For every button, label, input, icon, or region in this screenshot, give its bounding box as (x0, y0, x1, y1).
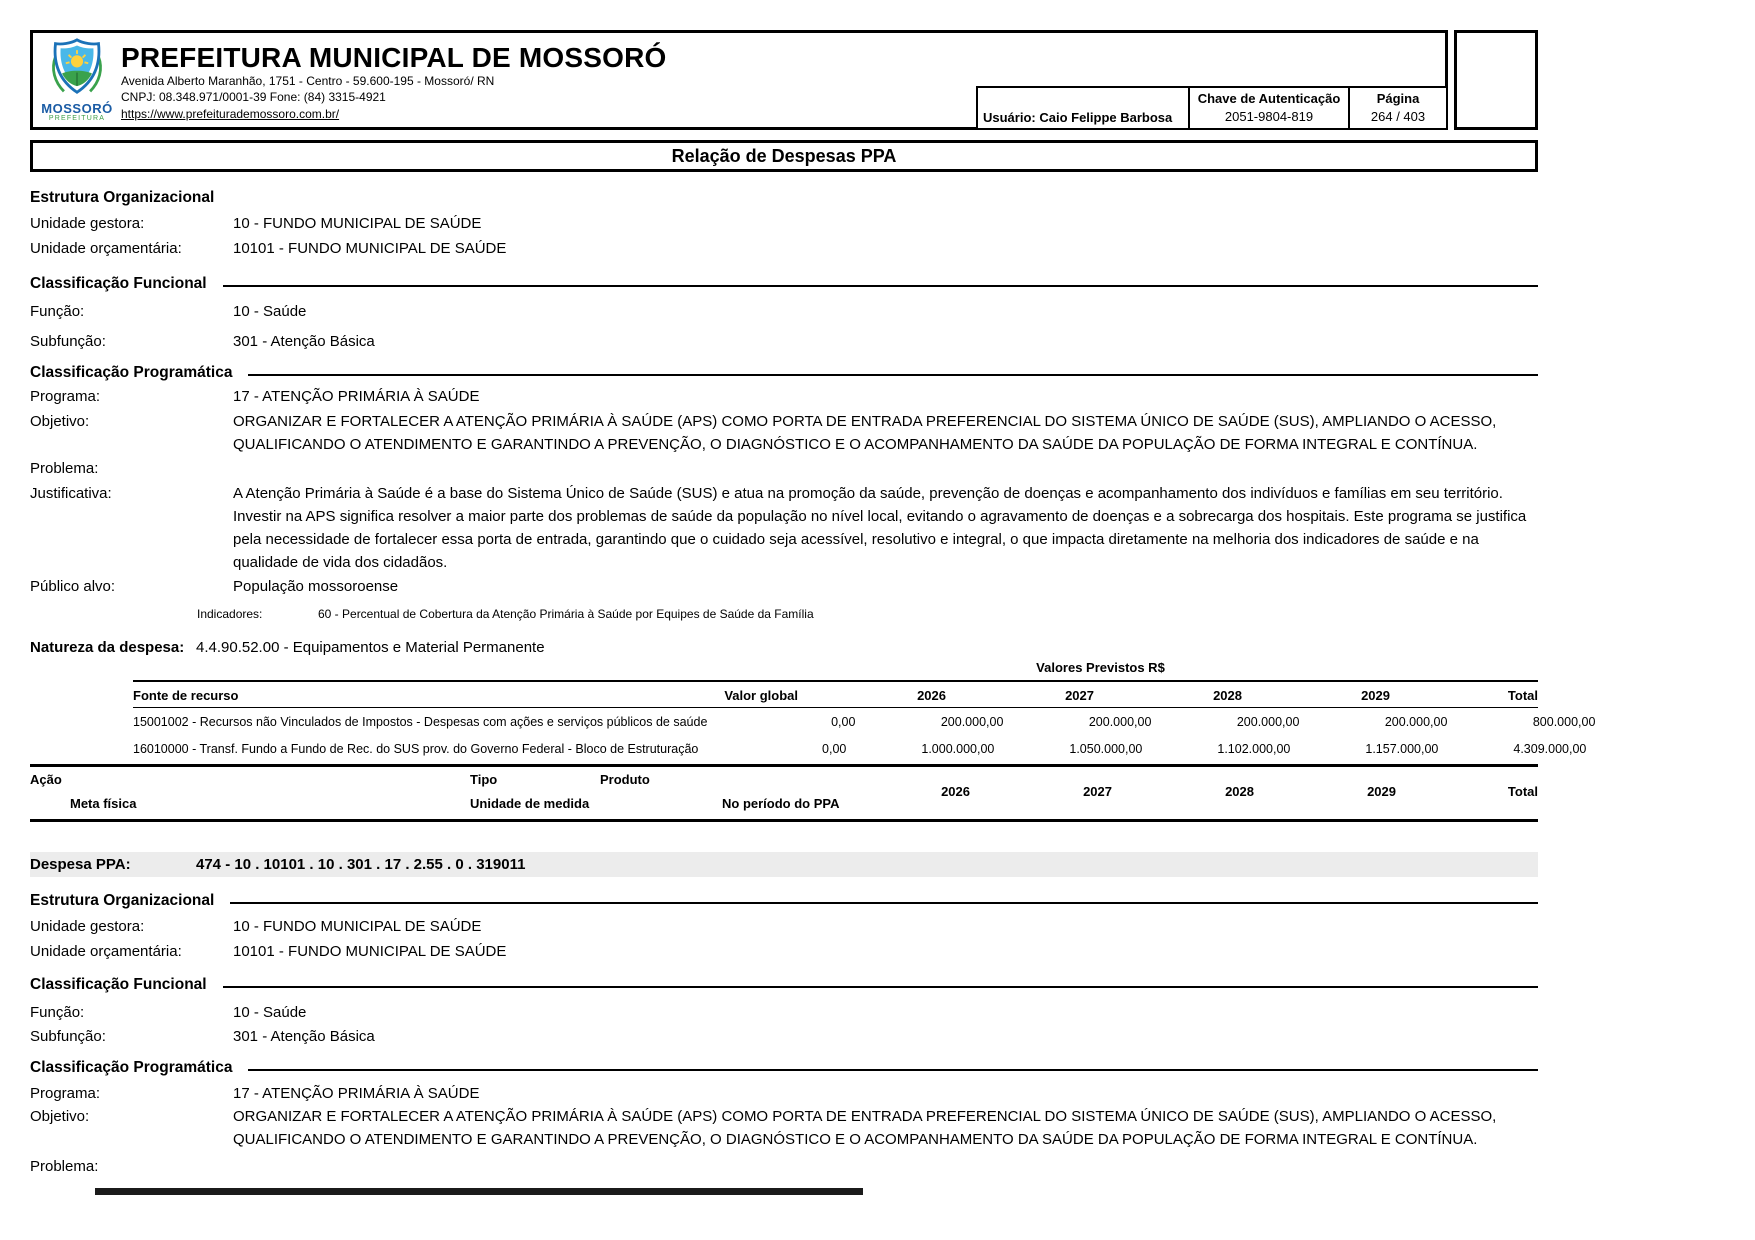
section-heading-classificacao-funcional-1 (30, 274, 1538, 294)
field-subfuncao-1 (30, 330, 1538, 353)
cell-2027: 1.050.000,00 (1069, 742, 1143, 756)
field-programa-2 (30, 1082, 1538, 1105)
section-heading-label: Classificação Programática (30, 364, 233, 381)
field-label: Unidade gestora: (30, 215, 145, 232)
field-value: 60 - Percentual de Cobertura da Atenção Primária à Saúde por Equipes de Saúde da Família (318, 607, 814, 621)
logo-text-prefeitura: PREFEITURA (48, 115, 106, 122)
field-value: População mossoroense (233, 578, 399, 595)
field-natureza-despesa (30, 638, 1538, 658)
field-programa-1 (30, 385, 1538, 408)
table-header-row (133, 680, 1538, 708)
header-empty-box (1454, 30, 1538, 130)
cell-2028: 1.102.000,00 (1217, 742, 1291, 756)
section-heading-label: Estrutura Organizacional (30, 189, 215, 206)
user-name: Usuário: Caio Felippe Barbosa (983, 110, 1173, 125)
page-number-cell (1348, 86, 1446, 128)
field-value: 10 - Saúde (233, 1004, 307, 1021)
field-value: ORGANIZAR E FORTALECER A ATENÇÃO PRIMÁRIA À SAÚDE (APS) COMO PORTA DE ENTRADA PREFERENCIAL DO SISTEMA ÚNICO DE SAÚDE (SUS), AMPLIANDO O ACESSO, QUALIFICANDO O ATENDIMENTO E GARANTINDO A PREVENÇÃO, O DIAGNÓSTICO E O ACOMPANHAMENTO DA SAÚDE DA POPULAÇÃO DE FORMA INTEGRAL E CONTÍNUA. (233, 413, 1497, 453)
field-label: Programa: (30, 388, 101, 405)
user-cell (976, 86, 1188, 128)
field-value: 301 - Atenção Básica (233, 1028, 375, 1045)
field-justificativa-1 (30, 482, 1538, 574)
field-value: 17 - ATENÇÃO PRIMÁRIA À SAÚDE (233, 1085, 480, 1102)
cell-valor-global: 0,00 (831, 715, 856, 729)
field-value (233, 1155, 1538, 1178)
heading-rule (223, 986, 1538, 988)
field-value: 17 - ATENÇÃO PRIMÁRIA À SAÚDE (233, 388, 480, 405)
cell-fonte: 16010000 - Transf. Fundo a Fundo de Rec. do SUS prov. do Governo Federal - Bloco de Estruturação (133, 742, 699, 756)
field-value: 10101 - FUNDO MUNICIPAL DE SAÚDE (233, 943, 507, 960)
field-label: Função: (30, 303, 85, 320)
cell-fonte: 15001002 - Recursos não Vinculados de Impostos - Despesas com ações e serviços públicos de saúde (133, 715, 708, 729)
section-heading-label: Classificação Funcional (30, 976, 207, 993)
field-label: Objetivo: (30, 413, 90, 430)
field-value: 10 - Saúde (233, 303, 307, 320)
field-value: ORGANIZAR E FORTALECER A ATENÇÃO PRIMÁRIA À SAÚDE (APS) COMO PORTA DE ENTRADA PREFERENCIAL DO SISTEMA ÚNICO DE SAÚDE (SUS), AMPLIANDO O ACESSO, QUALIFICANDO O ATENDIMENTO E GARANTINDO A PREVENÇÃO, O DIAGNÓSTICO E O ACOMPANHAMENTO DA SAÚDE DA POPULAÇÃO DE FORMA INTEGRAL E CONTÍNUA. (233, 1108, 1497, 1148)
city-coat-of-arms (33, 33, 121, 127)
col-no-periodo-do-ppa: No período do PPA (722, 796, 840, 811)
auth-key-label: Chave de Autenticação (1197, 91, 1341, 106)
acao-header-table (30, 764, 1538, 822)
next-page-table-edge (95, 1188, 863, 1195)
document-header (30, 30, 1448, 130)
heading-rule (248, 374, 1538, 376)
col-produto: Produto (600, 772, 650, 787)
field-publico-alvo-1 (30, 575, 1538, 598)
field-label: Unidade orçamentária: (30, 240, 182, 257)
section-heading-classificacao-programatica-1 (30, 363, 1538, 383)
field-objetivo-2 (30, 1105, 1538, 1151)
field-unidade-gestora-1 (30, 212, 1538, 235)
col-2026: 2026 (941, 784, 970, 799)
cell-2029: 1.157.000,00 (1365, 742, 1439, 756)
report-document (30, 30, 1596, 1178)
cell-2028: 200.000,00 (1236, 715, 1300, 729)
field-value: A Atenção Primária à Saúde é a base do Sistema Único de Saúde (SUS) e atua na promoção da saúde, prevenção de doenças e acompanhamento dos indivíduos e famílias em seu território. Investir na APS significa resolver a maior parte dos problemas de saúde da população no nível local, evitando o agravamento de doenças e a sobrecarga dos hospitais. Este programa se justifica pela necessidade de fortalecer essa porta de entrada, garantindo que o cuidado seja acessível, resolutivo e integral, o que impacta diretamente na melhoria dos indicadores de saúde e na qualidade de vida dos cidadãos. (233, 485, 1527, 571)
field-label: Problema: (30, 460, 99, 477)
report-title: Relação de Despesas PPA (671, 145, 897, 166)
col-unidade-de-medida: Unidade de medida (470, 796, 590, 811)
logo-text-mossoro: MOSSORÓ (41, 101, 113, 116)
field-value: 10 - FUNDO MUNICIPAL DE SAÚDE (233, 215, 482, 232)
col-meta-fisica: Meta física (70, 796, 137, 811)
field-label: Função: (30, 1004, 85, 1021)
col-total: Total (1507, 784, 1538, 799)
field-label: Unidade gestora: (30, 918, 145, 935)
col-total: Total (1507, 688, 1538, 703)
header-meta-cells (976, 86, 1446, 128)
field-unidade-orcamentaria-2 (30, 940, 1538, 963)
org-address: Avenida Alberto Maranhão, 1751 - Centro - 59.600-195 - Mossoró/ RN (121, 74, 495, 88)
section-heading-estrutura-organizacional-2 (30, 891, 1538, 911)
cell-valor-global: 0,00 (822, 742, 847, 756)
col-2029: 2029 (1361, 688, 1390, 703)
field-subfuncao-2 (30, 1025, 1538, 1048)
report-title-bar (30, 140, 1538, 172)
section-heading-label: Classificação Funcional (30, 275, 207, 292)
field-problema-1 (30, 457, 1538, 480)
col-2028: 2028 (1213, 688, 1242, 703)
table-caption: Valores Previstos R$ (1036, 660, 1165, 675)
col-2028: 2028 (1225, 784, 1254, 799)
page-label: Página (1376, 91, 1420, 106)
col-tipo: Tipo (470, 772, 498, 787)
col-2027: 2027 (1065, 688, 1094, 703)
field-label: Público alvo: (30, 578, 116, 595)
field-funcao-1 (30, 300, 1538, 323)
mossoro-crest-icon (49, 38, 105, 96)
cell-2026: 1.000.000,00 (921, 742, 995, 756)
section-heading-label: Classificação Programática (30, 1059, 233, 1076)
field-problema-2 (30, 1155, 1538, 1178)
field-label: Unidade orçamentária: (30, 943, 182, 960)
org-identification (121, 33, 667, 127)
field-label: Programa: (30, 1085, 101, 1102)
field-label: Justificativa: (30, 485, 112, 502)
cell-2026: 200.000,00 (940, 715, 1004, 729)
field-indicadores (197, 607, 1538, 622)
col-fonte-de-recurso: Fonte de recurso (133, 688, 239, 703)
despesa-label: Despesa PPA: (30, 856, 131, 873)
document-header-row (30, 30, 1538, 130)
section-heading-classificacao-funcional-2 (30, 975, 1538, 995)
field-value (233, 457, 1538, 480)
col-valor-global: Valor global (724, 688, 798, 703)
page-value: 264 / 403 (1370, 109, 1426, 124)
field-value: 10 - FUNDO MUNICIPAL DE SAÚDE (233, 918, 482, 935)
field-label: Subfunção: (30, 333, 106, 350)
section-heading-classificacao-programatica-2 (30, 1058, 1538, 1078)
table-row (133, 735, 1587, 762)
col-2029: 2029 (1367, 784, 1396, 799)
col-2027: 2027 (1083, 784, 1112, 799)
col-2026: 2026 (917, 688, 946, 703)
heading-rule (223, 285, 1538, 287)
cell-total: 800.000,00 (1532, 715, 1596, 729)
field-objetivo-1 (30, 410, 1538, 456)
heading-rule (248, 1069, 1538, 1071)
section-heading-estrutura-organizacional-1 (30, 188, 1538, 208)
auth-key-value: 2051-9804-819 (1224, 109, 1314, 124)
auth-key-cell (1188, 86, 1348, 128)
cell-total: 4.309.000,00 (1513, 742, 1587, 756)
field-label: Problema: (30, 1158, 99, 1175)
field-unidade-gestora-2 (30, 915, 1538, 938)
org-name: PREFEITURA MUNICIPAL DE MOSSORÓ (121, 42, 667, 73)
cell-2029: 200.000,00 (1384, 715, 1448, 729)
section-heading-label: Estrutura Organizacional (30, 892, 215, 909)
field-value: 10101 - FUNDO MUNICIPAL DE SAÚDE (233, 240, 507, 257)
field-value: 301 - Atenção Básica (233, 333, 375, 350)
field-label: Subfunção: (30, 1028, 106, 1045)
field-label: Indicadores: (197, 607, 263, 621)
field-funcao-2 (30, 1001, 1538, 1024)
acao-year-columns (828, 784, 1538, 799)
org-cnpj-phone: CNPJ: 08.348.971/0001-39 Fone: (84) 3315-4921 (121, 90, 386, 104)
field-label: Natureza da despesa: (30, 639, 185, 656)
valores-previstos-table (133, 660, 1596, 762)
table-row (133, 708, 1596, 735)
col-acao: Ação (30, 772, 62, 787)
despesa-code: 474 - 10 . 10101 . 10 . 301 . 17 . 2.55 . 0 . 319011 (196, 856, 526, 873)
heading-rule (230, 902, 1538, 904)
website-link[interactable]: https://www.prefeiturademossoro.com.br/ (121, 107, 340, 121)
field-unidade-orcamentaria-1 (30, 237, 1538, 260)
cell-2027: 200.000,00 (1088, 715, 1152, 729)
field-value: 4.4.90.52.00 - Equipamentos e Material Permanente (196, 639, 545, 656)
despesa-ppa-bar (30, 852, 1538, 877)
field-label: Objetivo: (30, 1108, 90, 1125)
